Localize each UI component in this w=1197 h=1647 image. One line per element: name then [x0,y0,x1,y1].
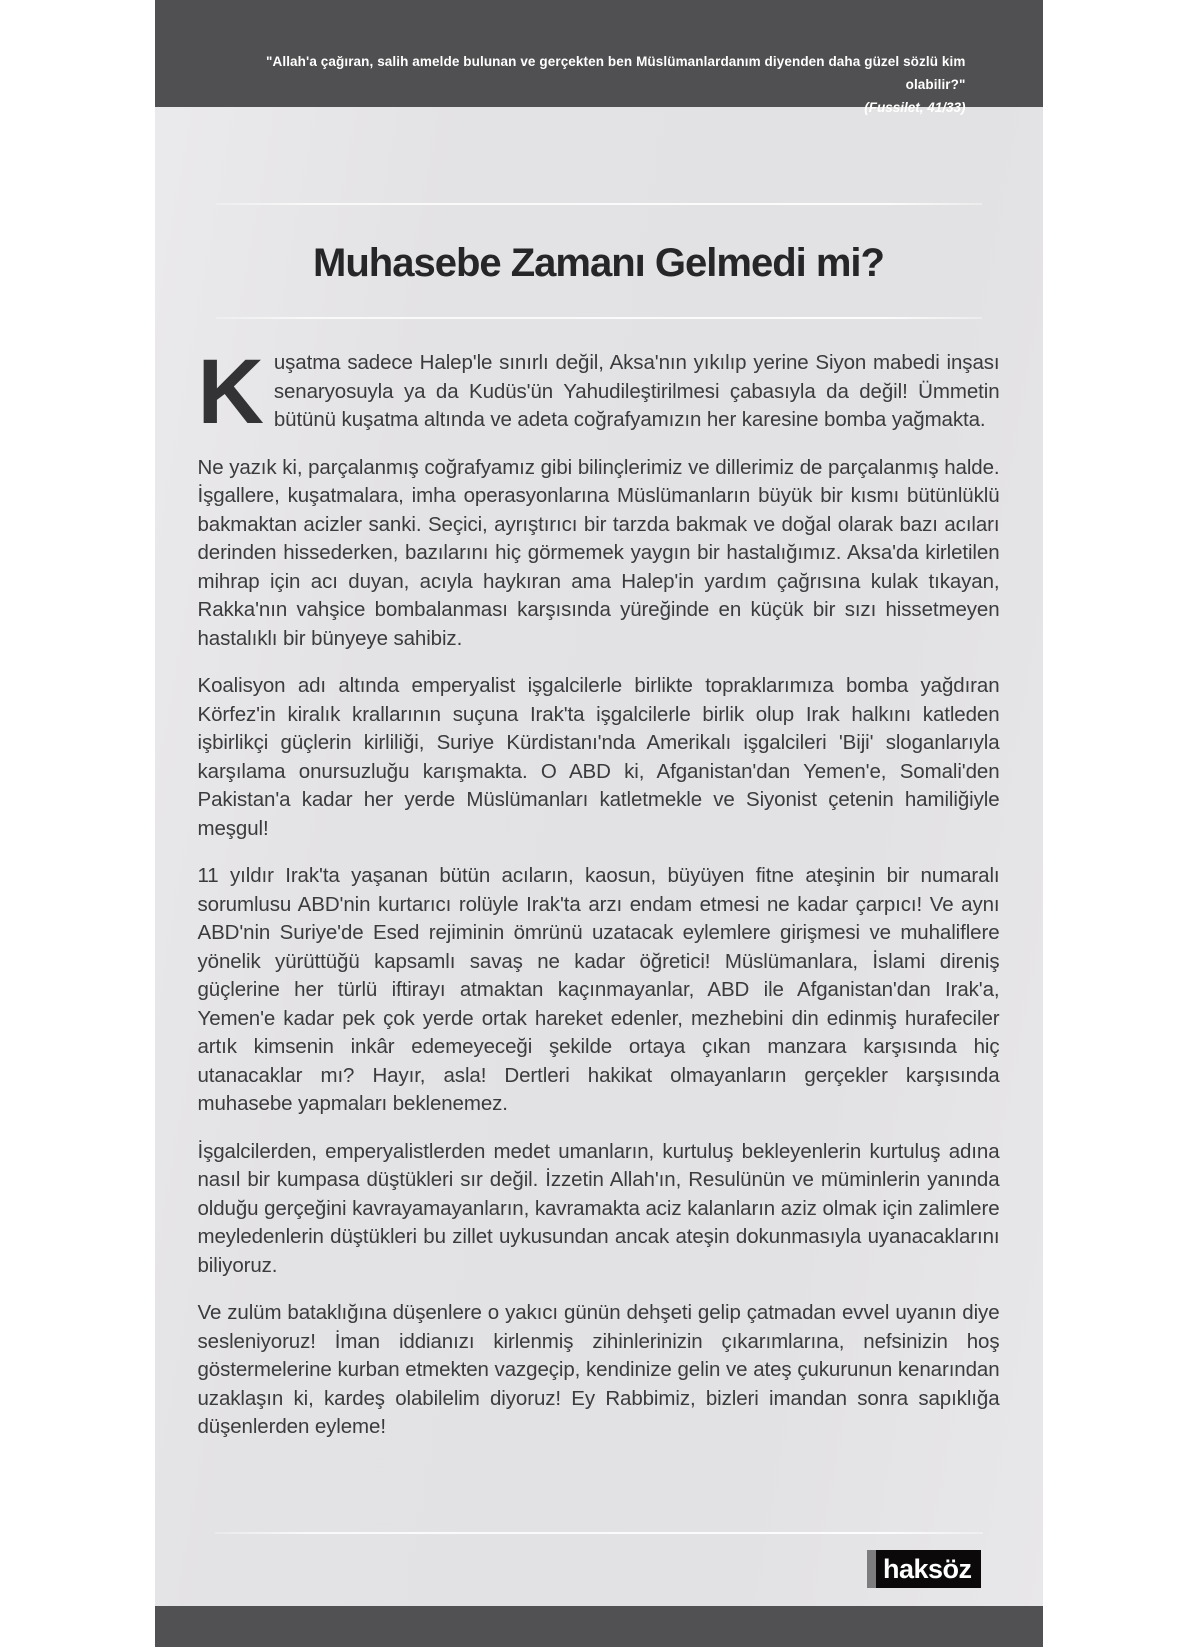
article-paragraph: Ne yazık ki, parçalanmış coğrafyamız gibi bilinçlerimiz ve dillerimiz de parçalanmış halde. İşgallere, kuşatmalara, imha operasyonlarına Müslümanların büyük bir kısmı bütünlüklü bakmaktan acizler sanki. Seçici, ayrıştırıcı bir tarzda bakmak ve doğal olarak bazı acıları derinden hissederken, bazılarını hiç görmemek yaygın bir hastalığımız. Aksa'da kirletilen mihrap için acı duyan, acıyla haykıran ama Halep'in yardım çağrısına kulak tıkayan, Rakka'nın vahşice bombalanması karşısında yüreğinde en küçük bir sızı hissetmeyen hastalıklı bir bünyeye sahibiz. [197,455,1000,650]
article-paragraph: 11 yıldır Irak'ta yaşanan bütün acıların, kaosun, büyüyen fitne ateşinin bir numaralı sorumlusu ABD'nin kurtarıcı rolüyle Irak'ta arzı endam etmesi ne kadar çarpıcı! Ve aynı ABD'nin Suriye'de Esed rejiminin ömrünü uzatacak eylemlere girişmesi ve muhaliflere yönelik yürüttüğü kapsamlı savaş ne kadar öğretici! Müslümanlara, İslami direniş güçlerine her türlü iftirayı atmaktan kaçınmayanlar, ABD ile Afganistan'dan Irak'a, Yemen'e kadar pek çok yerde ortak hareket edenler, mezhebini din edinmiş hurafeciler artık kimsenin inkâr edemeyeceği şekilde ortaya çıkan manzara karşısında hiç utanacaklar mı? Hayır, asla! Dertleri hakikat olmayanların gerçekler karşısında muhasebe yapmaları beklenemez. [197,864,1000,1115]
article-content [155,203,1043,1442]
article-paragraph: İşgalcilerden, emperyalistlerden medet umanların, kurtuluş bekleyenlerin kurtuluş adına nasıl bir kumpasa düştükleri sır değil. İzzetin Allah'ın, Resulünün ve müminlerin yanında olduğu gerçeğini kavrayamayanların, kavramakta aciz kalanların aziz olmak için zalimlere meyledenlerin düştükleri bu zillet uykusundan ancak ateşin dokunmasıyla uyanacaklarını biliyoruz. [197,1139,1000,1277]
logo-wordmark: haksöz [876,1550,981,1588]
article-paragraph: Ve zulüm bataklığına düşenlere o yakıcı günün dehşeti gelip çatmadan evvel uyanın diye sesleniyoruz! İman iddianızı kirlenmiş zihinlerinizin çıkarımlarına, nefsinizin hoş göstermelerine kurban etmekten vazgeçip, kendinize gelin ve ateş çukurunun kenarından uzaklaşın ki, kardeş olabilelim diyoruz! Ey Rabbimiz, bizleri imandan sonra sapıklığa düşenlerden eyleme! [197,1301,1000,1438]
article-title: Muhasebe Zamanı Gelmedi mi? [313,241,884,285]
logo-row [867,1550,981,1593]
drop-cap: K [197,341,264,443]
haksoz-logo [867,1550,981,1588]
magazine-page [155,0,1043,1647]
title-divider [216,317,982,319]
quote-text: "Allah'a çağıran, salih amelde bulunan ve gerçekten ben Müslümanlardanım diyenden daha güzel sözlü kim olabilir?" [266,54,966,92]
article-body [197,341,1000,1442]
paragraph-text: uşatma sadece Halep'le sınırlı değil, Aksa'nın yıkılıp yerine Siyon mabedi inşası senaryosuyla ya da Kudüs'ün Yahudileştirilmesi çabasıyla da değil! Ümmetin bütünü kuşatma altında ve adeta coğrafyamızın her karesine bomba yağmakta. [273,351,1000,431]
header-quote-band [155,0,1043,115]
top-divider [216,203,982,205]
logo-spine [867,1550,876,1588]
article-paragraph: Koalisyon adı altında emperyalist işgalcilerle birlikte topraklarımıza bomba yağdıran Körfez'in kiralık krallarının suçuna Irak'ta işgalcilerle birlik olup Irak halkını katleden işbirlikçi güçlerin kirliliği, Suriye Kürdistanı'nda Amerikalı işgalcileri 'Biji' sloganlarıyla karşılama onursuzluğu karışmakta. O ABD ki, Afganistan'dan Yemen'e, Somali'den Pakistan'a kadar her yerde Müslümanları katletmekle ve Siyonist çetenin hamiliğiyle meşgul! [197,674,1000,840]
footer-band [155,1606,1043,1647]
article-paragraph [197,341,1000,443]
bottom-divider [215,1532,983,1534]
quote-source: (Fussilet, 41/33) [864,100,966,115]
